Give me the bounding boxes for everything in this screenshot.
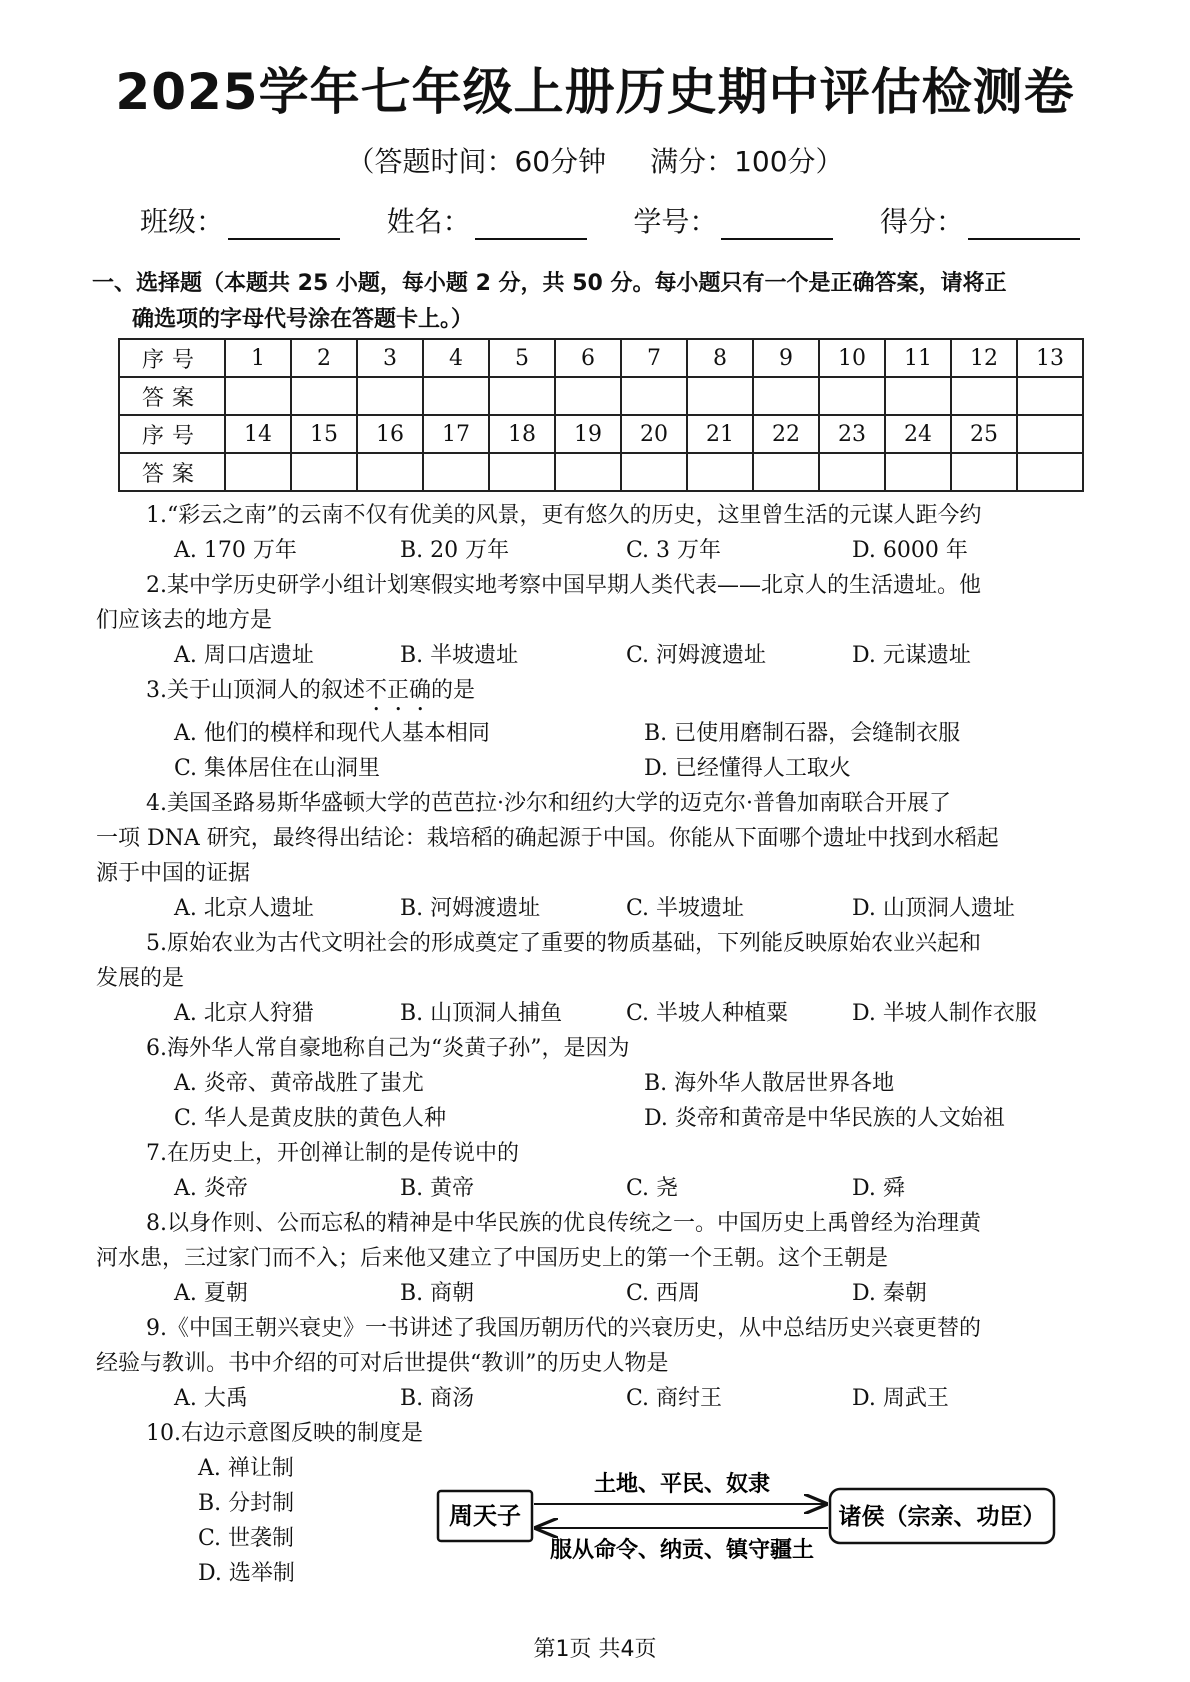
answer-cell[interactable] — [687, 377, 753, 415]
option-a[interactable]: A. 周口店遗址 — [174, 643, 314, 668]
question-3: 3.关于山顶洞人的叙述不正确的是 A. 他们的模样和现代人基本相同 B. 已使用磨制石器，会缝制衣服 C. 集体居住在山洞里 D. 已经懂得人工取火 — [96, 673, 1116, 786]
question-6: 6.海外华人常自豪地称自己为“炎黄子孙”，是因为 A. 炎帝、黄帝战胜了蚩尤 B. 海外华人散居世界各地 C. 华人是黄皮肤的黄色人种 D. 炎帝和黄帝是中华民族的人文始祖 — [96, 1031, 1116, 1136]
option-b[interactable]: B. 20 万年 — [400, 538, 510, 563]
options — [96, 1171, 1116, 1206]
score-blank[interactable] — [968, 208, 1080, 240]
question-7: 7.在历史上，开创禅让制的是传说中的 A. 炎帝 B. 黄帝 C. 尧 D. 舜 — [96, 1136, 1116, 1206]
question-2: 2.某中学历史研学小组计划寒假实地考察中国早期人类代表——北京人的生活遗址。他 们应该去的地方是 A. 周口店遗址 B. 半坡遗址 C. 河姆渡遗址 D. 元谋遗址 — [96, 568, 1116, 673]
option-a[interactable]: A. 炎帝、黄帝战胜了蚩尤 — [174, 1071, 424, 1096]
grant-label: 土地、平民、奴隶 — [593, 1472, 771, 1497]
table-row: 序号 14 15 16 17 18 19 20 21 22 23 24 25 — [119, 415, 1083, 453]
option-b[interactable]: B. 商朝 — [400, 1281, 475, 1306]
answer-cell[interactable] — [555, 377, 621, 415]
option-c[interactable]: C. 集体居住在山洞里 — [174, 756, 381, 781]
options — [96, 716, 1116, 751]
question-4: 4.美国圣路易斯华盛顿大学的芭芭拉·沙尔和纽约大学的迈克尔·普鲁加南联合开展了 一项 DNA 研究，最终得出结论：栽培稻的确起源于中国。你能从下面哪个遗址中找到水稻起 源于中国的证据 A. 北京人遗址 B. 河姆渡遗址 C. 半坡遗址 D. 山顶洞人遗址 — [96, 786, 1116, 926]
options — [96, 638, 1116, 673]
options — [96, 751, 1116, 786]
question-8: 8.以身作则、公而忘私的精神是中华民族的优良传统之一。中国历史上禹曾经为治理黄 河水患，三过家门而不入；后来他又建立了中国历史上的第一个王朝。这个王朝是 A. 夏朝 B. 商朝 C. 西周 D. 秦朝 — [96, 1206, 1116, 1311]
score-field[interactable]: 得分： — [880, 200, 1080, 240]
name-field[interactable]: 姓名： — [387, 200, 587, 240]
answer-cell[interactable] — [489, 453, 555, 491]
emphasis-text: 不正确 — [365, 678, 432, 703]
option-d[interactable]: D. 选举制 — [198, 1561, 295, 1586]
name-blank[interactable] — [475, 208, 587, 240]
answer-cell[interactable] — [291, 453, 357, 491]
answer-cell[interactable] — [885, 377, 951, 415]
zhou-king-label: 周天子 — [449, 1502, 521, 1530]
option-b[interactable]: B. 河姆渡遗址 — [400, 896, 541, 921]
page-footer: 第1页 共4页 — [533, 1637, 657, 1662]
option-d[interactable]: D. 山顶洞人遗址 — [852, 896, 1015, 921]
answer-cell[interactable] — [423, 453, 489, 491]
duty-label: 服从命令、纳贡、镇守疆土 — [549, 1538, 815, 1563]
option-b[interactable]: B. 已使用磨制石器，会缝制衣服 — [644, 721, 961, 746]
option-c[interactable]: C. 商纣王 — [626, 1386, 723, 1411]
option-d[interactable]: D. 舜 — [852, 1176, 905, 1201]
answer-cell[interactable] — [489, 377, 555, 415]
exam-subtitle — [0, 140, 1190, 180]
option-c[interactable]: C. 华人是黄皮肤的黄色人种 — [174, 1106, 447, 1131]
answer-cell[interactable] — [225, 377, 291, 415]
option-d[interactable]: D. 周武王 — [852, 1386, 949, 1411]
option-a[interactable]: A. 北京人狩猎 — [174, 1001, 314, 1026]
option-c[interactable]: C. 世袭制 — [198, 1526, 295, 1551]
table-row — [119, 453, 1083, 491]
question-9: 9.《中国王朝兴衰史》一书讲述了我国历朝历代的兴衰历史，从中总结历史兴衰更替的 经验与教训。书中介绍的可对后世提供“教训”的历史人物是 A. 大禹 B. 商汤 C. 商纣王 D. 周武王 — [96, 1311, 1116, 1416]
question-10: 10.右边示意图反映的制度是 A. 禅让制 B. 分封制 C. 世袭制 D. 选举制 周天子 诸侯（宗亲、功臣） 土地、平民、奴隶 服从命令、纳贡、镇守疆土 — [96, 1416, 1116, 1591]
answer-table — [118, 338, 1084, 492]
class-blank[interactable] — [228, 208, 340, 240]
student-id-blank[interactable] — [721, 208, 833, 240]
option-b[interactable]: B. 商汤 — [400, 1386, 475, 1411]
vassal-label: 诸侯（宗亲、功臣） — [838, 1504, 1046, 1530]
answer-cell[interactable] — [687, 453, 753, 491]
feudal-system-diagram — [434, 1461, 1124, 1571]
answer-cell[interactable] — [819, 377, 885, 415]
option-a[interactable]: A. 170 万年 — [174, 538, 297, 563]
seq-label: 序号 — [119, 415, 225, 453]
option-d[interactable]: D. 元谋遗址 — [852, 643, 971, 668]
option-b[interactable]: B. 半坡遗址 — [400, 643, 519, 668]
table-row — [119, 377, 1083, 415]
class-field[interactable]: 班级： — [140, 200, 340, 240]
option-c[interactable]: C. 尧 — [626, 1176, 679, 1201]
options — [96, 1276, 1116, 1311]
answer-cell[interactable] — [753, 453, 819, 491]
exam-time: （答题时间：60分钟 — [346, 145, 607, 178]
section-instructions: 一、选择题（本题共 25 小题，每小题 2 分，共 50 分。每小题只有一个是正确答案，请将正 确选项的字母代号涂在答题卡上。） — [92, 271, 1007, 332]
option-b[interactable]: B. 海外华人散居世界各地 — [644, 1071, 895, 1096]
answer-cell[interactable] — [357, 377, 423, 415]
answer-cell[interactable] — [819, 453, 885, 491]
option-d[interactable]: D. 已经懂得人工取火 — [644, 756, 851, 781]
answer-cell[interactable] — [555, 453, 621, 491]
option-c[interactable]: C. 3 万年 — [626, 538, 722, 563]
student-id-field[interactable]: 学号： — [633, 200, 833, 240]
option-d[interactable]: D. 秦朝 — [852, 1281, 927, 1306]
table-row: 序号 1 2 3 4 5 6 7 8 9 10 11 12 13 — [119, 339, 1083, 377]
options — [96, 1101, 1116, 1136]
option-b[interactable]: B. 分封制 — [198, 1491, 295, 1516]
answer-cell[interactable] — [951, 453, 1017, 491]
page-title: 2025学年七年级上册历史期中评估检测卷 — [115, 63, 1075, 121]
option-b[interactable]: B. 黄帝 — [400, 1176, 475, 1201]
option-a[interactable]: A. 夏朝 — [174, 1281, 248, 1306]
answer-cell[interactable] — [951, 377, 1017, 415]
answer-cell[interactable] — [621, 377, 687, 415]
options — [96, 533, 1116, 568]
answer-cell[interactable] — [621, 453, 687, 491]
exam-total-score: 满分：100分） — [650, 145, 844, 178]
options — [96, 1066, 1116, 1101]
answer-label: 答案 — [119, 453, 225, 491]
answer-cell[interactable] — [291, 377, 357, 415]
answer-label: 答案 — [119, 377, 225, 415]
question-5: 5.原始农业为古代文明社会的形成奠定了重要的物质基础，下列能反映原始农业兴起和 发展的是 A. 北京人狩猎 B. 山顶洞人捕鱼 C. 半坡人种植粟 D. 半坡人制作衣服 — [96, 926, 1116, 1031]
question-1: 1.“彩云之南”的云南不仅有优美的风景，更有悠久的历史，这里曾生活的元谋人距今约 A. 170 万年 B. 20 万年 C. 3 万年 D. 6000 年 — [96, 498, 1116, 568]
option-a[interactable]: A. 大禹 — [174, 1386, 248, 1411]
option-b[interactable]: B. 山顶洞人捕鱼 — [400, 1001, 563, 1026]
student-info-row — [140, 200, 1080, 240]
option-a[interactable]: A. 他们的模样和现代人基本相同 — [174, 721, 490, 746]
options — [96, 891, 1116, 926]
option-c[interactable]: C. 河姆渡遗址 — [626, 643, 767, 668]
answer-cell[interactable] — [357, 453, 423, 491]
option-c[interactable]: C. 半坡遗址 — [626, 896, 745, 921]
option-a[interactable]: A. 炎帝 — [174, 1176, 248, 1201]
option-a[interactable]: A. 北京人遗址 — [174, 896, 314, 921]
answer-cell[interactable] — [1017, 453, 1083, 491]
answer-cell[interactable] — [423, 377, 489, 415]
option-d[interactable]: D. 炎帝和黄帝是中华民族的人文始祖 — [644, 1106, 1005, 1131]
seq-label: 序号 — [119, 339, 225, 377]
option-c[interactable]: C. 西周 — [626, 1281, 701, 1306]
answer-cell[interactable] — [225, 453, 291, 491]
option-d[interactable]: D. 6000 年 — [852, 538, 968, 563]
option-c[interactable]: C. 半坡人种植粟 — [626, 1001, 789, 1026]
answer-cell[interactable] — [753, 377, 819, 415]
answer-cell[interactable] — [1017, 377, 1083, 415]
answer-cell[interactable] — [885, 453, 951, 491]
option-a[interactable]: A. 禅让制 — [198, 1456, 294, 1481]
question-list — [96, 498, 1116, 1591]
option-d[interactable]: D. 半坡人制作衣服 — [852, 1001, 1037, 1026]
options — [96, 1381, 1116, 1416]
options — [96, 996, 1116, 1031]
